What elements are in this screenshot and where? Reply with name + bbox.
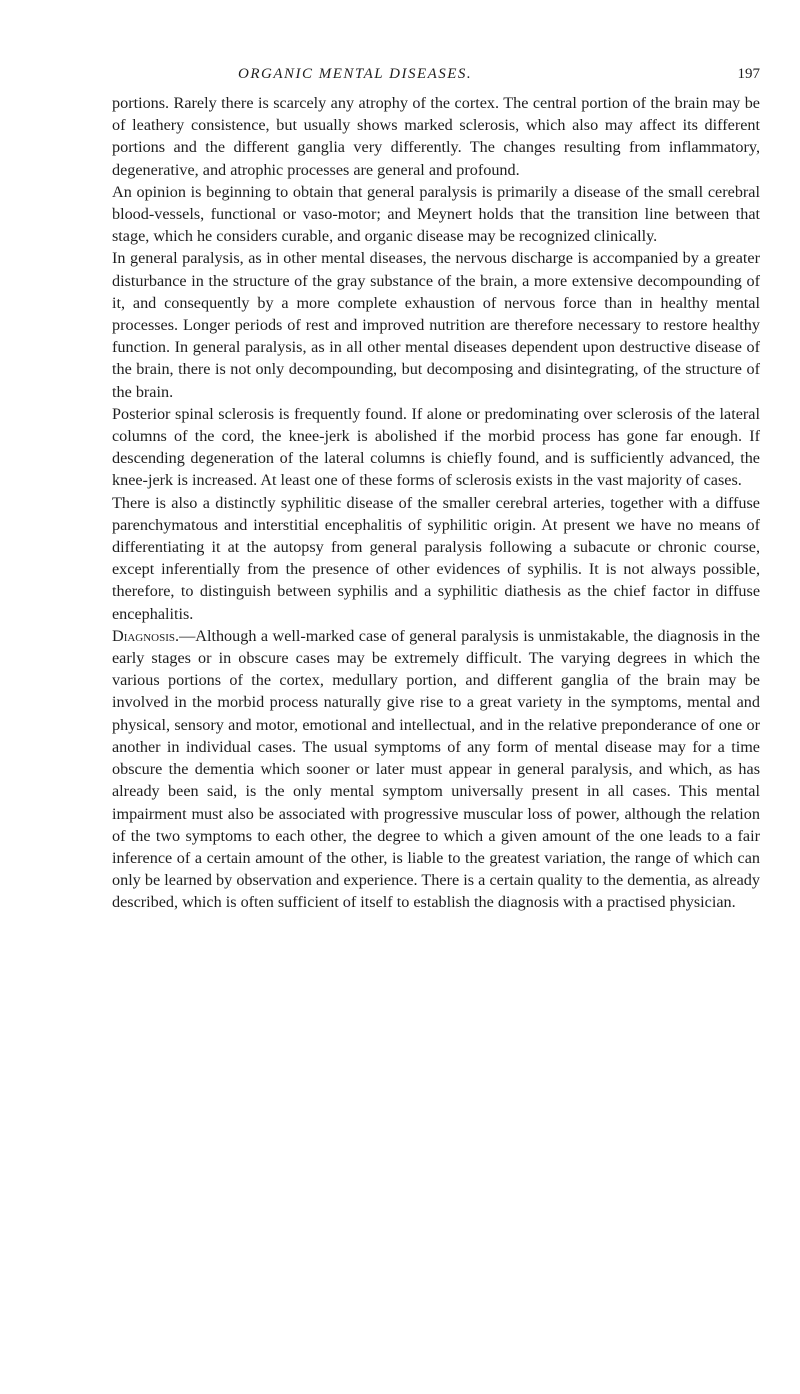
paragraph-4 — [112, 403, 760, 492]
page-number: 197 — [737, 66, 760, 82]
paragraph-text: In general paralysis, as in other mental diseases, the nervous discharge is accompanied by a greater disturbance in the structure of the gray substance of the brain, a more extensive decompounding of it, and consequently by a more complete exhaustion of nervous force than in healthy mental processes. Longer periods of rest and improved nutrition are therefore necessary to restore healthy function. In general paralysis, as in all other mental diseases dependent upon destructive disease of the brain, there is not only decompounding, but decomposing and disintegrating, of the structure of the brain. — [112, 249, 760, 401]
paragraph-6-diagnosis — [112, 625, 760, 914]
paragraph-text: There is also a distinctly syphilitic disease of the smaller cerebral arteries, together with a diffuse parenchymatous and interstitial encephalitis of syphilitic origin. At present we have no means of differentiating it at the autopsy from general paralysis following a subacute or chronic course, except inferentially from the presence of other evidences of syphilis. It is not always possible, therefore, to distinguish between syphilis and a syphilitic diathesis as the chief factor in diffuse encephalitis. — [112, 493, 760, 623]
running-head — [112, 58, 760, 92]
paragraph-text: —Although a well-marked case of general paralysis is unmistakable, the diagnosis in the early stages or in obscure cases may be extremely difficult. The varying degrees in which the various portions of the cortex, medullary portion, and different ganglia of the brain may be involved in the morbid process naturally give rise to a great variety in the symptoms, mental and physical, sensory and motor, emotional and intellectual, and in the relative preponderance of one or another in individual cases. The usual symptoms of any form of mental disease may for a time obscure the dementia which sooner or later must appear in general paralysis, and which, as has already been said, is the only mental symptom universally present in all cases. This mental impairment must also be associated with progressive muscular loss of power, although the relation of the two symptoms to each other, the degree to which a given amount of the one leads to a fair inference of a certain amount of the other, is liable to the greatest variation, the range of which can only be learned by observation and experience. There is a certain quality to the dementia, as already described, which is often sufficient of itself to establish the diagnosis with a practised physician. — [112, 626, 760, 912]
paragraph-5 — [112, 492, 760, 625]
paragraph-1 — [112, 92, 760, 181]
paragraph-text: Posterior spinal sclerosis is frequently found. If alone or predominating over sclerosis of the lateral columns of the cord, the knee-jerk is abolished if the morbid process has gone far enough. If descending degeneration of the lateral columns is chiefly found, and is sufficiently advanced, the knee-jerk is increased. At least one of these forms of sclerosis exists in the vast majority of cases. — [112, 404, 760, 490]
paragraph-text: portions. Rarely there is scarcely any atrophy of the cortex. The central portion of the brain may be of leathery consistence, but usually shows marked sclerosis, which also may affect its different portions and the different ganglia very differently. The changes resulting from inflammatory, degenerative, and atrophic processes are general and profound. — [112, 94, 760, 179]
paragraph-2 — [112, 181, 760, 248]
paragraph-3 — [112, 247, 760, 402]
running-title: ORGANIC MENTAL DISEASES. — [238, 66, 473, 82]
book-page — [112, 58, 760, 914]
section-lead-diagnosis: Diagnosis. — [112, 626, 180, 645]
body-text — [112, 92, 760, 914]
paragraph-text: An opinion is beginning to obtain that general paralysis is primarily a disease of the small cerebral blood-vessels, functional or vaso-motor; and Meynert holds that the transition line between that stage, which he considers curable, and organic disease may be recognized clinically. — [112, 182, 760, 246]
